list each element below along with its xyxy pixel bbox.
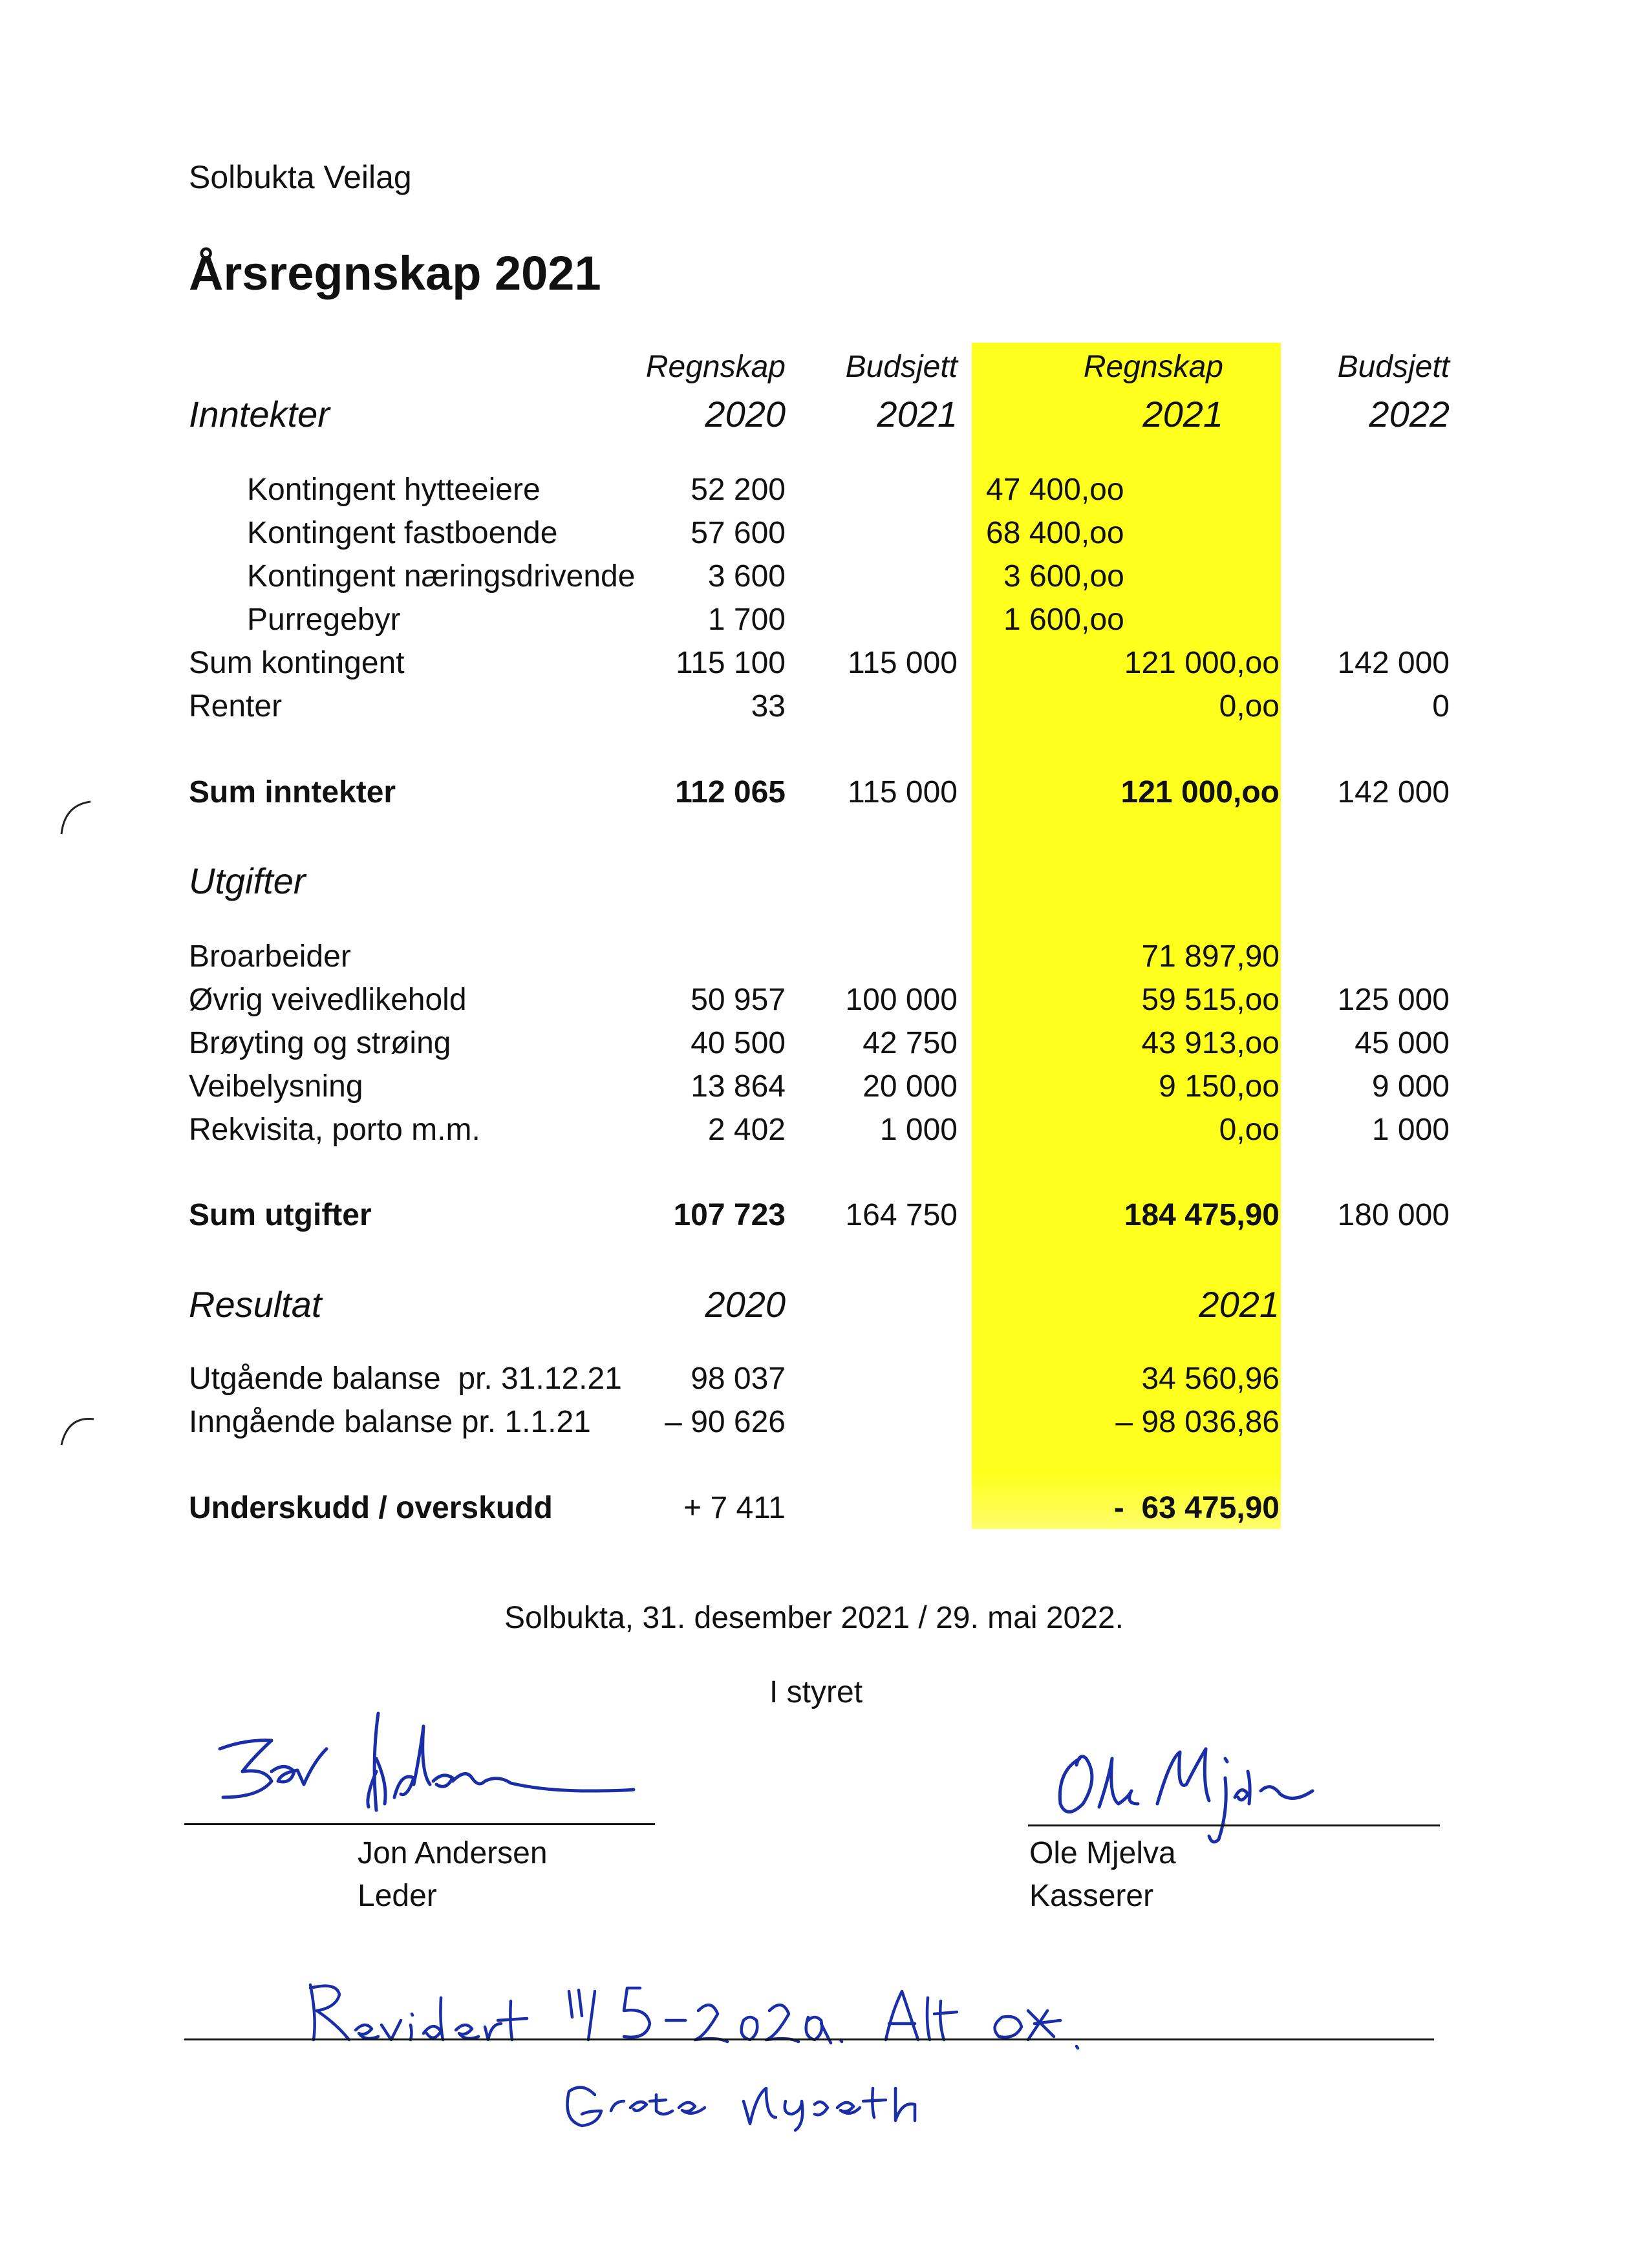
value-regnskap-2020: 115 100 xyxy=(676,646,786,680)
value-2020: + 7 411 xyxy=(683,1491,786,1525)
row-label: Sum kontingent xyxy=(189,646,405,680)
value-regnskap-2021: 121 000,oo xyxy=(1120,775,1280,809)
col-header-year-2021-actual: 2021 xyxy=(1142,394,1223,434)
value-regnskap-2020: 2 402 xyxy=(707,1113,786,1147)
row-label: Sum utgifter xyxy=(189,1198,372,1232)
scan-mark-icon xyxy=(52,1409,103,1455)
row-label: Renter xyxy=(189,689,283,723)
table-row xyxy=(0,982,1650,1025)
row-label: Underskudd / overskudd xyxy=(189,1491,553,1525)
table-row xyxy=(0,559,1650,601)
row-label: Broarbeider xyxy=(189,939,351,974)
table-row xyxy=(0,689,1650,731)
organization-name: Solbukta Veilag xyxy=(189,159,412,195)
signature-line-1 xyxy=(184,1823,655,1825)
value-budsjett-2022: 142 000 xyxy=(1337,775,1450,809)
row-label: Kontingent næringsdrivende xyxy=(247,559,636,594)
table-row-total-income xyxy=(0,775,1650,817)
col-header-year-2021: 2021 xyxy=(877,394,958,434)
row-label: Utgående balanse pr. 31.12.21 xyxy=(189,1362,622,1396)
table-row xyxy=(0,472,1650,515)
table-row-total-expenses xyxy=(0,1197,1650,1240)
table-row xyxy=(0,602,1650,645)
value-2020: – 90 626 xyxy=(665,1405,786,1439)
place-and-date: Solbukta, 31. desember 2021 / 29. mai 2022. xyxy=(504,1601,1124,1635)
col-header-budsjett-2022: Budsjett xyxy=(1337,350,1450,384)
row-label: Sum inntekter xyxy=(189,775,396,809)
page-title: Årsregnskap 2021 xyxy=(189,246,601,300)
board-label: I styret xyxy=(769,1675,863,1709)
value-budsjett-2022: 1 000 xyxy=(1371,1113,1450,1147)
row-label: Inngående balanse pr. 1.1.21 xyxy=(189,1405,591,1439)
value-regnskap-2020: 3 600 xyxy=(707,559,786,594)
section-heading-income: Inntekter xyxy=(189,394,330,434)
value-budsjett-2022: 180 000 xyxy=(1337,1198,1450,1232)
value-budsjett-2022: 9 000 xyxy=(1371,1069,1450,1104)
value-budsjett-2022: 142 000 xyxy=(1337,646,1450,680)
value-regnskap-2020: 112 065 xyxy=(675,775,786,809)
signature-line-2 xyxy=(1028,1824,1440,1826)
section-heading-expenses: Utgifter xyxy=(189,861,306,901)
value-regnskap-2021: 121 000,oo xyxy=(1124,646,1280,680)
value-regnskap-2021: 184 475,90 xyxy=(1124,1198,1280,1232)
row-label: Veibelysning xyxy=(189,1069,363,1104)
signature-jon-andersen-icon xyxy=(207,1700,672,1823)
value-regnskap-2021: 68 400,oo xyxy=(986,516,1124,550)
value-regnskap-2021: 3 600,oo xyxy=(1003,559,1124,594)
value-regnskap-2021: 59 515,oo xyxy=(1141,983,1280,1017)
value-budsjett-2022: 125 000 xyxy=(1337,983,1450,1017)
table-row xyxy=(0,1361,1650,1404)
value-regnskap-2021: 9 150,oo xyxy=(1159,1069,1280,1104)
table-row xyxy=(0,1069,1650,1111)
value-regnskap-2021: 1 600,oo xyxy=(1003,603,1124,637)
value-budsjett-2021: 42 750 xyxy=(862,1026,958,1060)
row-label: Øvrig veivedlikehold xyxy=(189,983,467,1017)
value-regnskap-2020: 107 723 xyxy=(673,1198,786,1232)
signature-ole-mjelva-icon xyxy=(1047,1733,1358,1849)
col-header-budsjett-2021: Budsjett xyxy=(845,350,958,384)
value-regnskap-2021: 0,oo xyxy=(1219,1113,1280,1147)
signer-name-2: Ole Mjelva xyxy=(1029,1836,1176,1870)
value-2021: 34 560,96 xyxy=(1141,1362,1280,1396)
signer-role-1: Leder xyxy=(358,1879,437,1913)
row-label: Rekvisita, porto m.m. xyxy=(189,1113,480,1147)
table-row xyxy=(0,1025,1650,1068)
result-year-2020: 2020 xyxy=(705,1284,786,1325)
value-budsjett-2021: 1 000 xyxy=(879,1113,958,1147)
value-budsjett-2021: 20 000 xyxy=(862,1069,958,1104)
value-budsjett-2022: 45 000 xyxy=(1355,1026,1450,1060)
row-label: Brøyting og strøing xyxy=(189,1026,451,1060)
table-row xyxy=(0,645,1650,688)
scan-mark-icon xyxy=(52,795,103,840)
table-row xyxy=(0,1112,1650,1155)
value-2020: 98 037 xyxy=(691,1362,786,1396)
col-header-regnskap-2020: Regnskap xyxy=(645,350,786,384)
value-regnskap-2020: 50 957 xyxy=(691,983,786,1017)
row-label: Kontingent fastboende xyxy=(247,516,558,550)
value-regnskap-2021: 43 913,oo xyxy=(1141,1026,1280,1060)
value-regnskap-2021: 0,oo xyxy=(1219,689,1280,723)
value-2021: - 63 475,90 xyxy=(1113,1491,1280,1525)
value-2021: – 98 036,86 xyxy=(1115,1405,1280,1439)
col-header-year-2020: 2020 xyxy=(705,394,786,434)
row-label: Kontingent hytteeiere xyxy=(247,473,541,507)
value-regnskap-2020: 1 700 xyxy=(707,603,786,637)
value-regnskap-2020: 52 200 xyxy=(691,473,786,507)
table-row xyxy=(0,1404,1650,1447)
audit-signature-line xyxy=(184,2038,1434,2040)
table-row-result-total xyxy=(0,1490,1650,1533)
value-budsjett-2021: 115 000 xyxy=(848,646,958,680)
table-row xyxy=(0,515,1650,558)
value-budsjett-2021: 115 000 xyxy=(848,775,958,809)
value-regnskap-2020: 40 500 xyxy=(691,1026,786,1060)
value-regnskap-2020: 33 xyxy=(751,689,786,723)
handwritten-audit-note-icon xyxy=(304,1972,1183,2140)
value-budsjett-2022: 0 xyxy=(1432,689,1450,723)
row-label: Purregebyr xyxy=(247,603,401,637)
value-budsjett-2021: 164 750 xyxy=(845,1198,958,1232)
result-year-2021: 2021 xyxy=(1199,1284,1280,1325)
signer-name-1: Jon Andersen xyxy=(358,1836,548,1870)
col-header-regnskap-2021: Regnskap xyxy=(1083,350,1223,384)
table-row xyxy=(0,939,1650,981)
col-header-year-2022: 2022 xyxy=(1369,394,1450,434)
signer-role-2: Kasserer xyxy=(1029,1879,1154,1913)
value-regnskap-2021: 47 400,oo xyxy=(986,473,1124,507)
value-regnskap-2020: 57 600 xyxy=(691,516,786,550)
value-regnskap-2021: 71 897,90 xyxy=(1141,939,1280,974)
value-budsjett-2021: 100 000 xyxy=(845,983,958,1017)
section-heading-result: Resultat xyxy=(189,1284,322,1325)
value-regnskap-2020: 13 864 xyxy=(691,1069,786,1104)
